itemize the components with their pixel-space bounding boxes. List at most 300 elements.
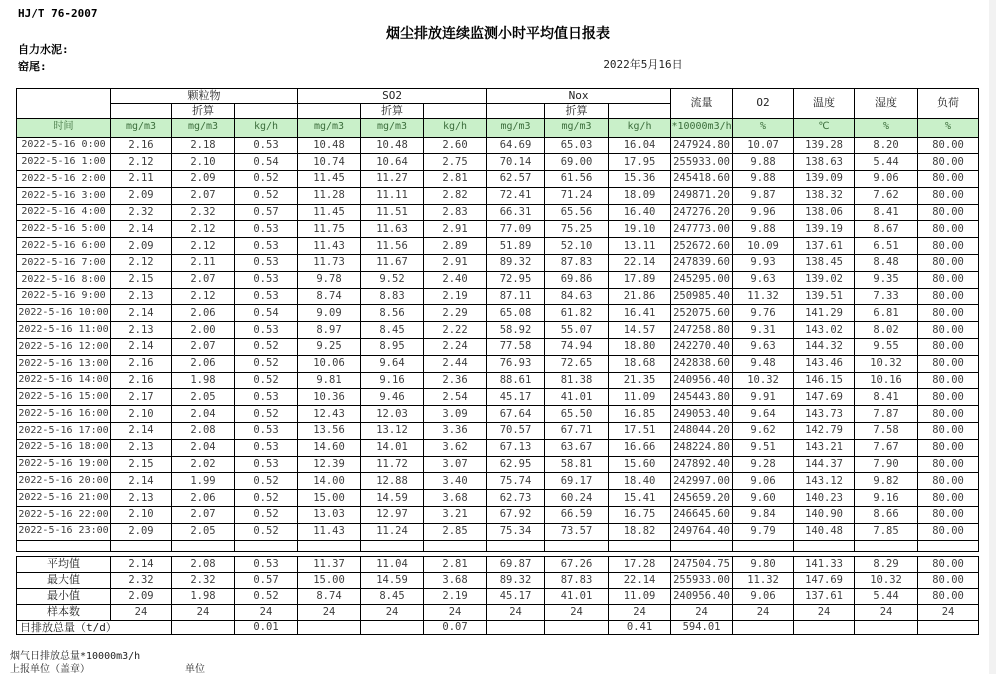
table-row: [17, 221, 979, 238]
value-cell: 2.54: [424, 389, 487, 406]
table-row: [17, 187, 979, 204]
value-cell: 0.52: [235, 339, 298, 356]
value-cell: 17.95: [609, 154, 671, 171]
value-cell: 14.00: [298, 473, 361, 490]
empty-cell: [298, 540, 361, 551]
value-cell: 240956.40: [671, 372, 733, 389]
time-cell: 2022-5-16 1:00: [17, 154, 111, 171]
value-cell: 16.40: [609, 204, 671, 221]
table-row: [17, 322, 979, 339]
value-cell: 138.45: [794, 255, 855, 272]
table-row: [17, 271, 979, 288]
value-cell: 9.35: [855, 271, 918, 288]
table-row: [17, 439, 979, 456]
value-cell: 9.60: [733, 490, 794, 507]
value-cell: 242838.60: [671, 355, 733, 372]
value-cell: 6.81: [855, 305, 918, 322]
report-table: [16, 88, 979, 635]
value-cell: 138.63: [794, 154, 855, 171]
summary-value-cell: 240956.40: [671, 588, 733, 604]
value-cell: 2.11: [172, 255, 235, 272]
value-cell: 2.13: [111, 288, 172, 305]
time-cell: 2022-5-16 15:00: [17, 389, 111, 406]
summary-value-cell: 24: [855, 604, 918, 620]
table-row: [17, 137, 979, 154]
time-cell: 2022-5-16 0:00: [17, 137, 111, 154]
value-cell: 73.57: [545, 523, 609, 540]
value-cell: 140.23: [794, 490, 855, 507]
empty-cell: [545, 540, 609, 551]
value-cell: 58.92: [487, 322, 545, 339]
value-cell: 66.31: [487, 204, 545, 221]
summary-value-cell: 137.61: [794, 588, 855, 604]
table-row: [17, 406, 979, 423]
value-cell: 14.57: [609, 322, 671, 339]
value-cell: 87.11: [487, 288, 545, 305]
value-cell: 252672.60: [671, 238, 733, 255]
empty-cell: [733, 540, 794, 551]
value-cell: 2.83: [424, 204, 487, 221]
value-cell: 8.45: [361, 322, 424, 339]
summary-row: [17, 556, 979, 572]
value-cell: 8.48: [855, 255, 918, 272]
total-body: [17, 620, 979, 635]
value-cell: 72.41: [487, 187, 545, 204]
time-cell: 2022-5-16 11:00: [17, 322, 111, 339]
value-cell: 21.35: [609, 372, 671, 389]
value-cell: 17.51: [609, 423, 671, 440]
unit-humidity: %: [855, 118, 918, 137]
summary-label: 平均值: [17, 556, 111, 572]
summary-value-cell: 80.00: [918, 572, 979, 588]
value-cell: 8.02: [855, 322, 918, 339]
daily-total-cell: [545, 620, 609, 635]
value-cell: 9.16: [361, 372, 424, 389]
value-cell: 0.52: [235, 523, 298, 540]
value-cell: 7.67: [855, 439, 918, 456]
value-cell: 0.54: [235, 305, 298, 322]
sub-cell: [111, 103, 172, 118]
value-cell: 69.17: [545, 473, 609, 490]
value-cell: 10.48: [298, 137, 361, 154]
summary-value-cell: 8.74: [298, 588, 361, 604]
value-cell: 9.52: [361, 271, 424, 288]
summary-value-cell: 8.29: [855, 556, 918, 572]
header-group-nox: Nox: [487, 89, 671, 104]
value-cell: 143.21: [794, 439, 855, 456]
summary-value-cell: 80.00: [918, 556, 979, 572]
value-cell: 80.00: [918, 406, 979, 423]
value-cell: 143.12: [794, 473, 855, 490]
value-cell: 18.82: [609, 523, 671, 540]
value-cell: 89.32: [487, 255, 545, 272]
value-cell: 2.17: [111, 389, 172, 406]
value-cell: 137.61: [794, 238, 855, 255]
value-cell: 7.90: [855, 456, 918, 473]
value-cell: 138.32: [794, 187, 855, 204]
value-cell: 11.51: [361, 204, 424, 221]
value-cell: 143.46: [794, 355, 855, 372]
table-row: [17, 255, 979, 272]
value-cell: 11.45: [298, 204, 361, 221]
value-cell: 2.12: [172, 221, 235, 238]
summary-value-cell: 14.59: [361, 572, 424, 588]
unit-cell: mg/m3: [545, 118, 609, 137]
value-cell: 2.16: [111, 372, 172, 389]
daily-total-cell: [918, 620, 979, 635]
time-cell: 2022-5-16 14:00: [17, 372, 111, 389]
value-cell: 2.82: [424, 187, 487, 204]
time-cell: 2022-5-16 3:00: [17, 187, 111, 204]
value-cell: 7.62: [855, 187, 918, 204]
value-cell: 9.81: [298, 372, 361, 389]
value-cell: 146.15: [794, 372, 855, 389]
summary-value-cell: 1.98: [172, 588, 235, 604]
value-cell: 0.52: [235, 507, 298, 524]
value-cell: 13.03: [298, 507, 361, 524]
header-load: 负荷: [918, 89, 979, 119]
value-cell: 245443.80: [671, 389, 733, 406]
value-cell: 2.11: [111, 171, 172, 188]
value-cell: 140.48: [794, 523, 855, 540]
value-cell: 2.06: [172, 305, 235, 322]
value-cell: 11.72: [361, 456, 424, 473]
empty-cell: [235, 540, 298, 551]
value-cell: 2.00: [172, 322, 235, 339]
value-cell: 2.02: [172, 456, 235, 473]
table-row: [17, 355, 979, 372]
footer-flue-total: 烟气日排放总量*10000m3/h: [10, 651, 141, 662]
value-cell: 11.45: [298, 171, 361, 188]
summary-label: 最小值: [17, 588, 111, 604]
value-cell: 2.89: [424, 238, 487, 255]
value-cell: 3.62: [424, 439, 487, 456]
summary-value-cell: 69.87: [487, 556, 545, 572]
value-cell: 9.82: [855, 473, 918, 490]
value-cell: 7.87: [855, 406, 918, 423]
value-cell: 67.92: [487, 507, 545, 524]
value-cell: 52.10: [545, 238, 609, 255]
time-cell: 2022-5-16 9:00: [17, 288, 111, 305]
value-cell: 245295.00: [671, 271, 733, 288]
value-cell: 61.56: [545, 171, 609, 188]
value-cell: 2.12: [111, 255, 172, 272]
value-cell: 84.63: [545, 288, 609, 305]
summary-value-cell: 22.14: [609, 572, 671, 588]
value-cell: 66.59: [545, 507, 609, 524]
value-cell: 242997.00: [671, 473, 733, 490]
value-cell: 3.07: [424, 456, 487, 473]
unit-cell: mg/m3: [111, 118, 172, 137]
value-cell: 247924.80: [671, 137, 733, 154]
summary-rows-body: [17, 556, 979, 620]
value-cell: 2.91: [424, 255, 487, 272]
value-cell: 2.15: [111, 456, 172, 473]
summary-value-cell: 11.32: [733, 572, 794, 588]
value-cell: 80.00: [918, 339, 979, 356]
value-cell: 247276.20: [671, 204, 733, 221]
value-cell: 72.65: [545, 355, 609, 372]
unit-temperature: ℃: [794, 118, 855, 137]
value-cell: 75.34: [487, 523, 545, 540]
summary-value-cell: 87.83: [545, 572, 609, 588]
value-cell: 0.54: [235, 154, 298, 171]
value-cell: 11.56: [361, 238, 424, 255]
value-cell: 0.53: [235, 322, 298, 339]
table-row: [17, 372, 979, 389]
table-row: [17, 154, 979, 171]
value-cell: 15.60: [609, 456, 671, 473]
value-cell: 80.00: [918, 473, 979, 490]
value-cell: 65.56: [545, 204, 609, 221]
time-cell: 2022-5-16 21:00: [17, 490, 111, 507]
value-cell: 18.40: [609, 473, 671, 490]
value-cell: 62.95: [487, 456, 545, 473]
summary-value-cell: 24: [918, 604, 979, 620]
value-cell: 0.53: [235, 423, 298, 440]
value-cell: 139.19: [794, 221, 855, 238]
time-cell: 2022-5-16 16:00: [17, 406, 111, 423]
table-row: [17, 490, 979, 507]
value-cell: 2.16: [111, 137, 172, 154]
time-cell: 2022-5-16 13:00: [17, 355, 111, 372]
report-date: 2022年5月16日: [603, 58, 683, 71]
value-cell: 250985.40: [671, 288, 733, 305]
value-cell: 8.20: [855, 137, 918, 154]
unit-cell: mg/m3: [361, 118, 424, 137]
value-cell: 80.00: [918, 221, 979, 238]
value-cell: 247773.00: [671, 221, 733, 238]
value-cell: 8.95: [361, 339, 424, 356]
value-cell: 16.66: [609, 439, 671, 456]
summary-value-cell: 11.37: [298, 556, 361, 572]
value-cell: 9.46: [361, 389, 424, 406]
value-cell: 12.39: [298, 456, 361, 473]
value-cell: 10.36: [298, 389, 361, 406]
value-cell: 242270.40: [671, 339, 733, 356]
daily-total-cell: [487, 620, 545, 635]
value-cell: 67.13: [487, 439, 545, 456]
value-cell: 2.14: [111, 305, 172, 322]
summary-value-cell: 45.17: [487, 588, 545, 604]
summary-value-cell: 0.57: [235, 572, 298, 588]
value-cell: 80.00: [918, 389, 979, 406]
value-cell: 16.75: [609, 507, 671, 524]
value-cell: 2.07: [172, 507, 235, 524]
value-cell: 3.68: [424, 490, 487, 507]
sub-converted-so2: 折算: [361, 103, 424, 118]
unit-cell: mg/m3: [298, 118, 361, 137]
unit-load: %: [918, 118, 979, 137]
unit-cell: kg/h: [424, 118, 487, 137]
value-cell: 246645.60: [671, 507, 733, 524]
value-cell: 255933.00: [671, 154, 733, 171]
value-cell: 10.07: [733, 137, 794, 154]
window-edge: [989, 0, 996, 674]
value-cell: 140.90: [794, 507, 855, 524]
summary-value-cell: 147.69: [794, 572, 855, 588]
value-cell: 67.71: [545, 423, 609, 440]
value-cell: 80.00: [918, 372, 979, 389]
daily-total-cell: [733, 620, 794, 635]
value-cell: 13.56: [298, 423, 361, 440]
value-cell: 247892.40: [671, 456, 733, 473]
value-cell: 2.60: [424, 137, 487, 154]
value-cell: 2.36: [424, 372, 487, 389]
value-cell: 80.00: [918, 255, 979, 272]
value-cell: 70.57: [487, 423, 545, 440]
empty-cell: [855, 540, 918, 551]
summary-value-cell: 2.19: [424, 588, 487, 604]
value-cell: 10.64: [361, 154, 424, 171]
summary-value-cell: 0.52: [235, 588, 298, 604]
value-cell: 9.63: [733, 271, 794, 288]
time-cell: 2022-5-16 18:00: [17, 439, 111, 456]
time-cell: 2022-5-16 17:00: [17, 423, 111, 440]
daily-total-cell: 594.01: [671, 620, 733, 635]
value-cell: 11.09: [609, 389, 671, 406]
value-cell: 139.02: [794, 271, 855, 288]
table-row: [17, 423, 979, 440]
value-cell: 0.52: [235, 372, 298, 389]
table-row: [17, 389, 979, 406]
value-cell: 2.16: [111, 355, 172, 372]
table-header: [17, 89, 979, 138]
time-cell: 2022-5-16 2:00: [17, 171, 111, 188]
value-cell: 9.91: [733, 389, 794, 406]
empty-cell: [918, 540, 979, 551]
value-cell: 2.40: [424, 271, 487, 288]
value-cell: 138.06: [794, 204, 855, 221]
time-cell: 2022-5-16 8:00: [17, 271, 111, 288]
value-cell: 19.10: [609, 221, 671, 238]
value-cell: 139.09: [794, 171, 855, 188]
value-cell: 76.93: [487, 355, 545, 372]
value-cell: 9.87: [733, 187, 794, 204]
sub-cell: [298, 103, 361, 118]
value-cell: 143.02: [794, 322, 855, 339]
empty-cell: [424, 540, 487, 551]
summary-value-cell: 2.32: [111, 572, 172, 588]
header-group-row: [17, 89, 979, 104]
value-cell: 249053.40: [671, 406, 733, 423]
value-cell: 11.75: [298, 221, 361, 238]
value-cell: 18.68: [609, 355, 671, 372]
summary-value-cell: 24: [298, 604, 361, 620]
summary-value-cell: 80.00: [918, 588, 979, 604]
value-cell: 69.86: [545, 271, 609, 288]
value-cell: 62.73: [487, 490, 545, 507]
value-cell: 2.32: [172, 204, 235, 221]
value-cell: 143.73: [794, 406, 855, 423]
page-title: 烟尘排放连续监测小时平均值日报表: [386, 26, 610, 42]
summary-row: [17, 572, 979, 588]
value-cell: 2.06: [172, 355, 235, 372]
location-label: 窑尾:: [18, 60, 47, 73]
summary-value-cell: 247504.75: [671, 556, 733, 572]
value-cell: 21.86: [609, 288, 671, 305]
value-cell: 2.24: [424, 339, 487, 356]
value-cell: 9.64: [733, 406, 794, 423]
value-cell: 2.91: [424, 221, 487, 238]
value-cell: 139.51: [794, 288, 855, 305]
summary-value-cell: 3.68: [424, 572, 487, 588]
value-cell: 80.00: [918, 355, 979, 372]
value-cell: 9.88: [733, 171, 794, 188]
value-cell: 80.00: [918, 439, 979, 456]
summary-value-cell: 24: [424, 604, 487, 620]
value-cell: 141.29: [794, 305, 855, 322]
value-cell: 0.52: [235, 355, 298, 372]
value-cell: 2.14: [111, 221, 172, 238]
summary-value-cell: 24: [733, 604, 794, 620]
value-cell: 80.00: [918, 322, 979, 339]
value-cell: 0.52: [235, 187, 298, 204]
value-cell: 9.78: [298, 271, 361, 288]
value-cell: 11.63: [361, 221, 424, 238]
value-cell: 2.07: [172, 339, 235, 356]
value-cell: 69.00: [545, 154, 609, 171]
value-cell: 9.93: [733, 255, 794, 272]
summary-value-cell: 24: [487, 604, 545, 620]
daily-total-cell: 0.07: [424, 620, 487, 635]
value-cell: 2.07: [172, 271, 235, 288]
empty-cell: [172, 540, 235, 551]
value-cell: 0.53: [235, 439, 298, 456]
summary-value-cell: 10.32: [855, 572, 918, 588]
value-cell: 80.00: [918, 238, 979, 255]
value-cell: 67.64: [487, 406, 545, 423]
table-row: [17, 305, 979, 322]
unit-o2: %: [733, 118, 794, 137]
value-cell: 249871.20: [671, 187, 733, 204]
value-cell: 13.11: [609, 238, 671, 255]
value-cell: 70.14: [487, 154, 545, 171]
value-cell: 2.07: [172, 187, 235, 204]
value-cell: 0.53: [235, 221, 298, 238]
table-row: [17, 523, 979, 540]
value-cell: 245659.20: [671, 490, 733, 507]
value-cell: 9.64: [361, 355, 424, 372]
summary-value-cell: 24: [172, 604, 235, 620]
summary-value-cell: 24: [361, 604, 424, 620]
value-cell: 65.50: [545, 406, 609, 423]
value-cell: 9.06: [855, 171, 918, 188]
summary-value-cell: 2.09: [111, 588, 172, 604]
value-cell: 80.00: [918, 154, 979, 171]
value-cell: 2.10: [111, 507, 172, 524]
value-cell: 0.52: [235, 406, 298, 423]
value-cell: 9.63: [733, 339, 794, 356]
summary-value-cell: 89.32: [487, 572, 545, 588]
sub-cell: [609, 103, 671, 118]
time-cell: 2022-5-16 10:00: [17, 305, 111, 322]
time-cell: 2022-5-16 12:00: [17, 339, 111, 356]
value-cell: 248224.80: [671, 439, 733, 456]
value-cell: 51.89: [487, 238, 545, 255]
value-cell: 15.00: [298, 490, 361, 507]
value-cell: 248044.20: [671, 423, 733, 440]
value-cell: 2.14: [111, 339, 172, 356]
summary-row: [17, 604, 979, 620]
summary-row: [17, 588, 979, 604]
value-cell: 9.88: [733, 221, 794, 238]
unit-cell: kg/h: [235, 118, 298, 137]
value-cell: 2.10: [111, 406, 172, 423]
value-cell: 0.52: [235, 171, 298, 188]
value-cell: 11.43: [298, 238, 361, 255]
separator-body: [17, 540, 979, 556]
